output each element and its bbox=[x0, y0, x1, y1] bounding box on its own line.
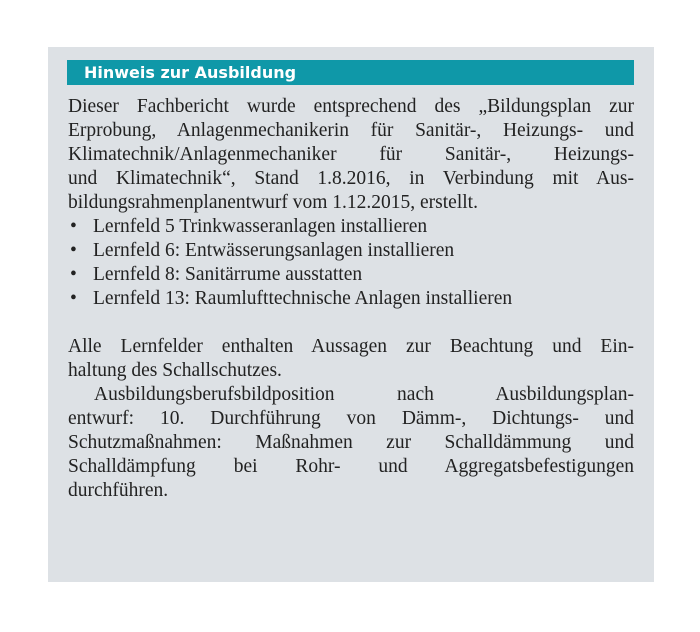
list-item-text: Lernfeld 13: Raumlufttechnische Anlagen installieren bbox=[93, 288, 513, 309]
berufsbild-paragraph bbox=[68, 383, 634, 503]
text-line: durchführen. bbox=[68, 480, 169, 501]
text-line: Dieser Fachbericht wurde entsprechend des „Bildungsplan zur bbox=[68, 96, 634, 117]
header-bar bbox=[67, 60, 634, 85]
bullet-icon: • bbox=[70, 264, 77, 285]
list-item-text: Lernfeld 8: Sanitärrume ausstatten bbox=[93, 264, 363, 285]
text-line: bildungsrahmenplanentwurf vom 1.12.2015, erstellt. bbox=[68, 192, 478, 213]
text-line: Klimatechnik/Anlagenmechaniker für Sanitär-, Heizungs- bbox=[68, 144, 634, 165]
list-item bbox=[68, 263, 634, 287]
text-line: Ausbildungsberufsbildposition nach Ausbildungsplan- bbox=[94, 384, 634, 405]
box-title: Hinweis zur Ausbildung bbox=[84, 63, 297, 82]
text-line: haltung des Schallschutzes. bbox=[68, 360, 282, 381]
schallschutz-paragraph bbox=[68, 335, 634, 383]
paragraph-spacer bbox=[68, 311, 634, 335]
info-box bbox=[48, 47, 654, 582]
bullet-icon: • bbox=[70, 288, 77, 309]
intro-paragraph bbox=[68, 95, 634, 215]
list-item bbox=[68, 239, 634, 263]
box-content bbox=[68, 95, 634, 503]
text-line: Schalldämpfung bei Rohr- und Aggregatsbefestigungen bbox=[68, 456, 634, 477]
text-line: entwurf: 10. Durchführung von Dämm-, Dichtungs- und bbox=[68, 408, 634, 429]
bullet-list bbox=[68, 215, 634, 311]
list-item bbox=[68, 215, 634, 239]
bullet-icon: • bbox=[70, 240, 77, 261]
text-line: Erprobung, Anlagenmechanikerin für Sanitär-, Heizungs- und bbox=[68, 120, 634, 141]
text-line: und Klimatechnik“, Stand 1.8.2016, in Verbindung mit Aus- bbox=[68, 168, 634, 189]
list-item-text: Lernfeld 5 Trinkwasseranlagen installieren bbox=[93, 216, 428, 237]
text-line: Alle Lernfelder enthalten Aussagen zur Beachtung und Ein- bbox=[68, 336, 634, 357]
text-line: Schutzmaßnahmen: Maßnahmen zur Schalldämmung und bbox=[68, 432, 634, 453]
list-item-text: Lernfeld 6: Entwässerungsanlagen installieren bbox=[93, 240, 455, 261]
list-item bbox=[68, 287, 634, 311]
bullet-icon: • bbox=[70, 216, 77, 237]
